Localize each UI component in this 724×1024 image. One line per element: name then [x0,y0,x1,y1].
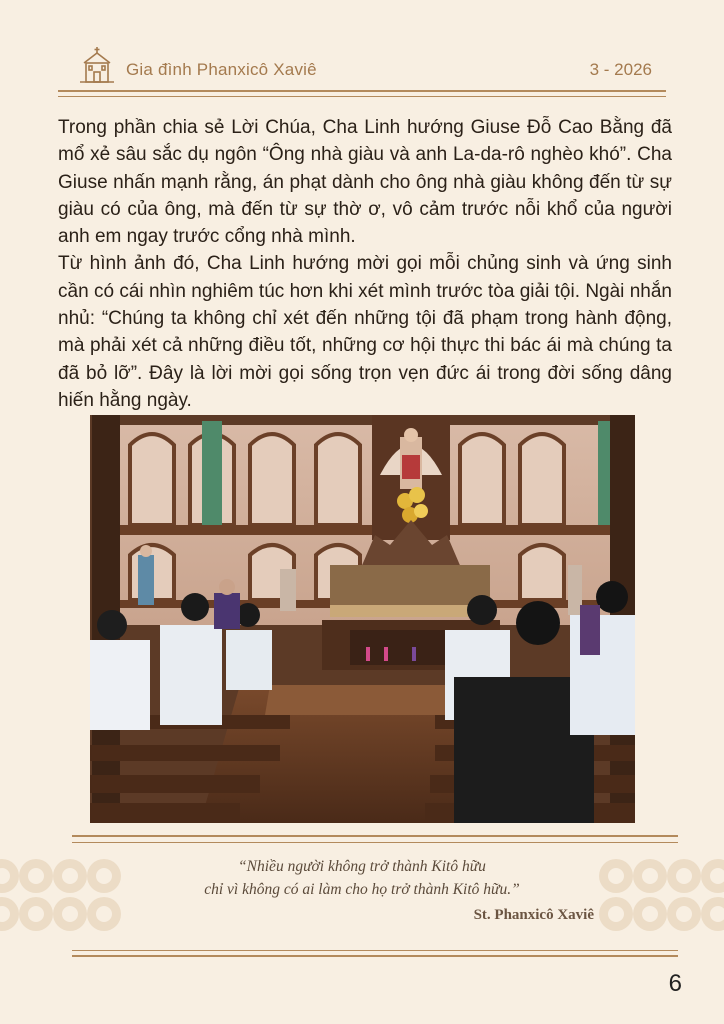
quote [130,855,594,923]
header-divider-bottom [58,96,666,97]
quote-line: “Nhiều người không trở thành Kitô hữu [238,858,486,875]
decorative-dots-right [594,856,724,936]
page-number: 6 [668,970,682,997]
page-header [78,44,666,88]
paragraph: Trong phần chia sẻ Lời Chúa, Cha Linh hướng Giuse Đỗ Cao Bằng đã mổ xẻ sâu sắc dụ ngôn “Ông nhà giàu và anh La-da-rô nghèo khó”. Cha Giuse nhấn mạnh rằng, án phạt dành cho ông nhà giàu không đến từ sự giàu có của ông, mà đến từ sự thờ ơ, vô cảm trước nỗi khổ của người anh em ngay trước cổng nhà mình. [58,117,672,248]
paragraph: Từ hình ảnh đó, Cha Linh hướng mời gọi mỗi chủng sinh và ứng sinh cần có cái nhìn nghiêm túc hơn khi xét mình trước tòa giải tội. Ngài nhắn nhủ: “Chúng ta không chỉ xét đến những tội đã phạm trong hành động, mà phải xét cả những điều tốt, những cơ hội thực thi bác ái mà chúng ta đã bỏ lỡ”. Đây là lời mời gọi sống trọn vẹn đức ái trong đời sống dâng hiến hằng ngày. [58,253,672,411]
header-divider-top [58,90,666,92]
quote-line: chỉ vì không có ai làm cho họ trở thành Kitô hữu.” [204,881,520,898]
quote-author: St. Phanxicô Xaviê [473,907,594,923]
quote-divider-top-thin [72,842,678,843]
quote-divider-bottom-thin [72,950,678,951]
decorative-dots-left [0,856,130,936]
publication-title: Gia đình Phanxicô Xaviê [126,60,317,79]
article-text [58,114,672,414]
quote-divider-bottom [72,955,678,957]
issue-date: 3 - 2026 [589,60,652,79]
church-interior-photo [90,415,635,823]
quote-divider-top [72,835,678,837]
church-icon [78,46,116,84]
